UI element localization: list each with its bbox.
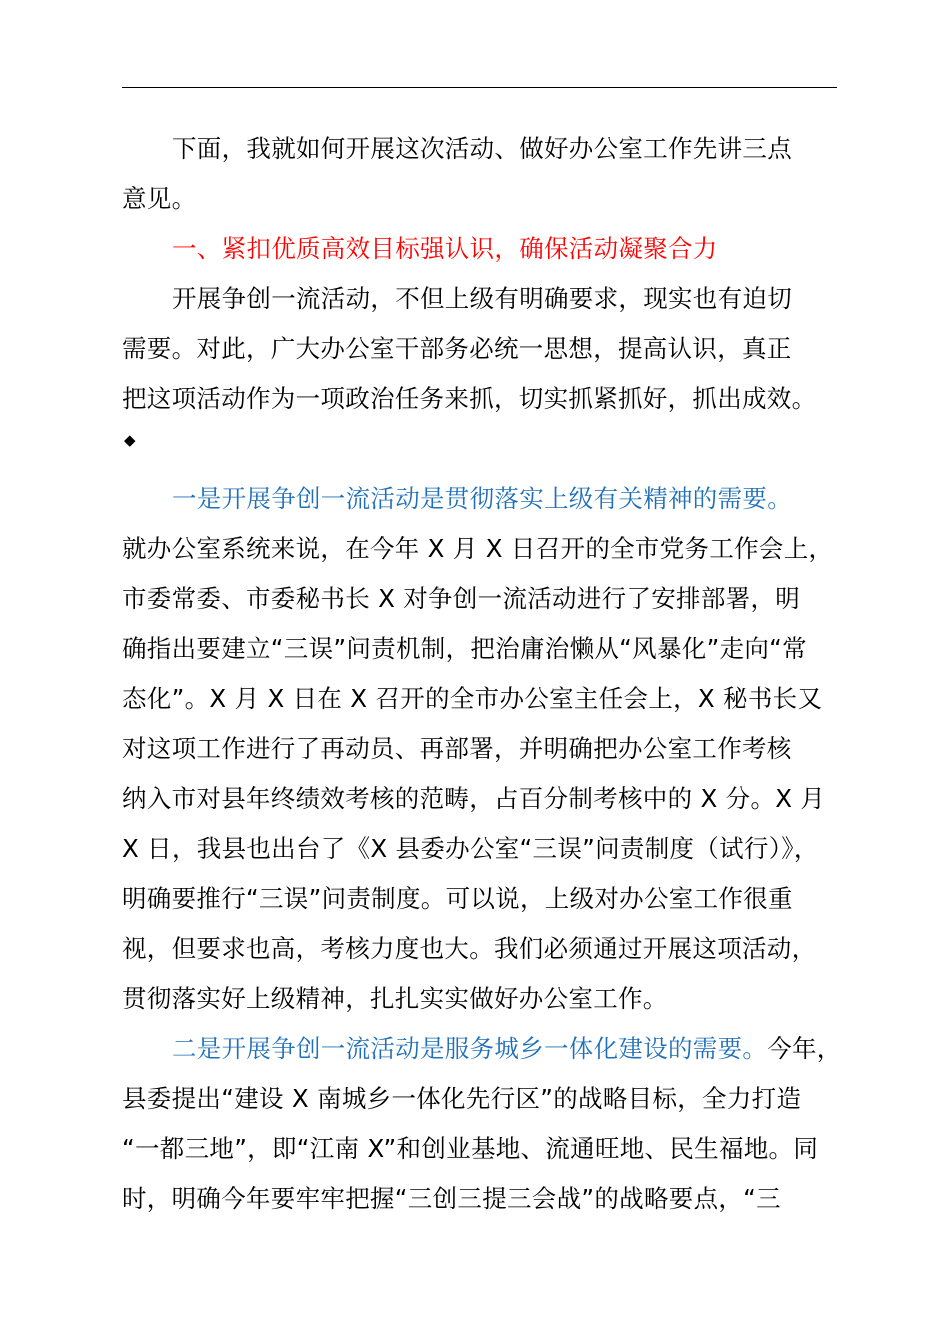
paragraph-line: 下面，我就如何开展这次活动、做好办公室工作先讲三点 bbox=[172, 134, 792, 163]
paragraph-text: 今年， bbox=[767, 1034, 842, 1063]
paragraph-line: 需要。对此，广大办公室干部务必统一思想，提高认识，真正 bbox=[122, 334, 792, 363]
diamond-bullet-icon: ◆ bbox=[124, 431, 136, 449]
header-rule bbox=[122, 87, 837, 88]
paragraph-line: 开展争创一流活动，不但上级有明确要求，现实也有迫切 bbox=[172, 284, 792, 313]
paragraph-line: 时，明确今年要牢牢把握“三创三提三会战”的战略要点，“三 bbox=[122, 1184, 781, 1213]
paragraph-line: 市委常委、市委秘书长 X 对争创一流活动进行了安排部署，明 bbox=[122, 584, 801, 613]
paragraph-line: 意见。 bbox=[122, 184, 197, 213]
paragraph-line: 对这项工作进行了再动员、再部署，并明确把办公室工作考核 bbox=[122, 734, 792, 763]
subsection-heading: 一是开展争创一流活动是贯彻落实上级有关精神的需要。 bbox=[172, 484, 792, 513]
paragraph-line: 就办公室系统来说，在今年 X 月 X 日召开的全市党务工作会上， bbox=[122, 534, 834, 563]
paragraph-line bbox=[172, 1024, 842, 1074]
subsection-heading: 二是开展争创一流活动是服务城乡一体化建设的需要。 bbox=[172, 1034, 768, 1063]
paragraph-line: 县委提出“建设 X 南城乡一体化先行区”的战略目标，全力打造 bbox=[122, 1084, 802, 1113]
paragraph-line: 态化”。X 月 X 日在 X 召开的全市办公室主任会上，X 秘书长又 bbox=[122, 684, 823, 713]
paragraph-line: 明确要推行“三误”问责制度。可以说，上级对办公室工作很重 bbox=[122, 884, 793, 913]
paragraph-line: 把这项活动作为一项政治任务来抓，切实抓紧抓好，抓出成效。 bbox=[122, 384, 817, 413]
paragraph-line: 贯彻落实好上级精神，扎扎实实做好办公室工作。 bbox=[122, 984, 668, 1013]
paragraph-line: “一都三地”，即“江南 X”和创业基地、流通旺地、民生福地。同 bbox=[122, 1134, 819, 1163]
section-heading: 一、紧扣优质高效目标强认识，确保活动凝聚合力 bbox=[172, 234, 718, 263]
paragraph-line: 纳入市对县年终绩效考核的范畴，占百分制考核中的 X 分。X 月 bbox=[122, 784, 826, 813]
paragraph-line: X 日，我县也出台了《X 县委办公室“三误”问责制度（试行）》， bbox=[122, 834, 819, 863]
paragraph-line: 视，但要求也高，考核力度也大。我们必须通过开展这项活动， bbox=[122, 934, 817, 963]
paragraph-line: 确指出要建立“三误”问责机制，把治庸治懒从“风暴化”走向“常 bbox=[122, 634, 807, 663]
